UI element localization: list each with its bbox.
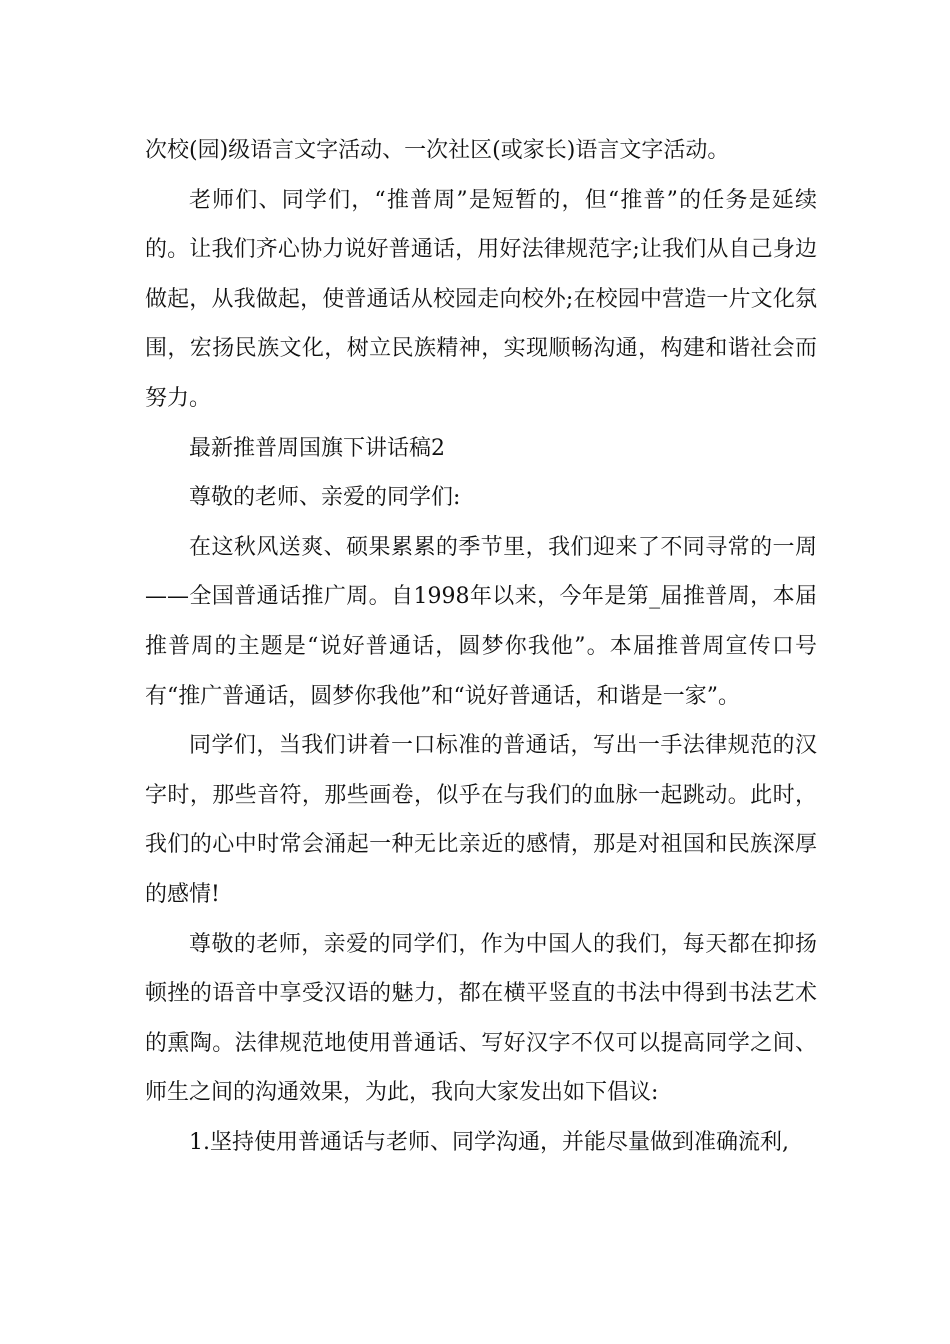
paragraph-continuation: 次校(园)级语言文字活动、一次社区(或家长)语言文字活动。 [145,138,730,163]
list-item: 1.坚持使用普通话与老师、同学沟通，并能尽量做到准确流利, [189,1129,789,1155]
paragraph: 同学们，当我们讲着一口标准的普通话，写出一手法律规范的汉字时，那些音符，那些画卷，似乎在与我们的血脉一起跳动。此时，我们的心中时常会涌起一种无比亲近的感情，那是对祖国和民族深厚的感情! [145,733,817,907]
paragraph: 老师们、同学们，“推普周”是短暂的，但“推普”的任务是延续的。让我们齐心协力说好普通话，用好法律规范字;让我们从自己身边做起，从我做起，使普通话从校园走向校外;在校园中营造一片文化氛围，宏扬民族文化，树立民族精神，实现顺畅沟通，构建和谐社会而努力。 [145,187,817,411]
paragraph: 在这秋风送爽、硕果累累的季节里，我们迎来了不同寻常的一周——全国普通话推广周。自1998年以来，今年是第_届推普周，本届推普周的主题是“说好普通话，圆梦你我他”。本届推普周宣传口号有“推广普通话，圆梦你我他”和“说好普通话，和谐是一家”。 [145,534,817,709]
salutation: 尊敬的老师、亲爱的同学们: [189,485,461,511]
document-body [145,126,817,1167]
paragraph: 尊敬的老师，亲爱的同学们，作为中国人的我们，每天都在抑扬顿挫的语音中享受汉语的魅力，都在横平竖直的书法中得到书法艺术的熏陶。法律规范地使用普通话、写好汉字不仅可以提高同学之间、师生之间的沟通效果，为此，我向大家发出如下倡议: [145,931,817,1106]
section-heading: 最新推普周国旗下讲话稿2 [189,435,445,461]
